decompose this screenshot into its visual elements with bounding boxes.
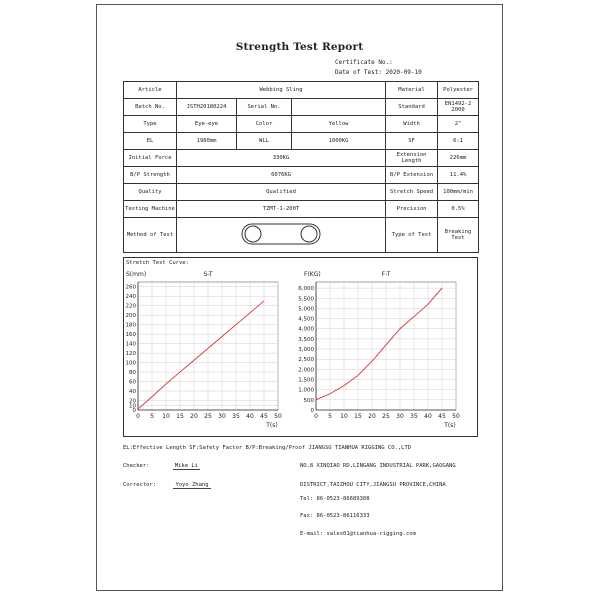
chart1-y-tick-label: 260	[125, 284, 136, 291]
quality-label: Quality	[124, 184, 177, 201]
corrector-value: Yoyo Zhang	[175, 482, 209, 488]
chart1-y-tick-label: 80	[129, 370, 136, 377]
chart2-x-tick-label: 25	[382, 413, 390, 420]
type-value: Eye-eye	[177, 116, 237, 133]
bp-extension-label: B/P Extension	[386, 167, 438, 184]
stretch-speed-value: 100mm/min	[438, 184, 479, 201]
chart2-y-tick-label: 5,500	[298, 296, 314, 303]
quality-value: Qualified	[177, 184, 386, 201]
sf-value: 6:1	[438, 133, 479, 150]
report-title: Strength Test Report	[235, 41, 364, 53]
sling-loop-diagram	[240, 221, 322, 247]
chart1-x-tick-label: 0	[136, 413, 140, 420]
chart1-x-label: T(s)	[266, 422, 278, 429]
chart1-y-tick-label: 200	[125, 313, 136, 320]
chart2-y-tick-label: 0	[310, 408, 314, 414]
chart2-x-tick-label: 45	[438, 413, 446, 420]
chart1-x-tick-label: 35	[232, 413, 240, 420]
chart1-x-tick-label: 40	[246, 413, 254, 420]
address-line-2: DISTRICT,TAIZHOU CITY,JIANGSU PROVINCE,CHINA	[300, 482, 446, 488]
method-diagram	[177, 218, 386, 253]
el-label: EL	[124, 133, 177, 150]
chart1-y-tick-label: 40	[129, 389, 136, 396]
wll-label: WLL	[237, 133, 292, 150]
bp-strength-label: B/P Strength	[124, 167, 177, 184]
chart1-y-tick-label: 160	[125, 332, 136, 339]
chart2-y-tick-label: 500	[303, 397, 314, 404]
initial-force-value: 330KG	[177, 150, 386, 167]
article-label: Article	[124, 82, 177, 99]
chart1-x-tick-label: 5	[150, 413, 154, 420]
date-value: 2020-09-10	[385, 69, 422, 76]
chart1-x-tick-label: 30	[218, 413, 226, 420]
chart2-x-tick-label: 0	[314, 413, 318, 420]
width-value: 2"	[438, 116, 479, 133]
testing-machine-label: Testing Machine	[124, 201, 177, 218]
chart2-y-tick-label: 1,500	[298, 377, 314, 384]
chart1-x-tick-label: 25	[204, 413, 212, 420]
testing-machine-value: TZMT-1-200T	[177, 201, 386, 218]
chart2-x-tick-label: 40	[424, 413, 432, 420]
chart2-x-tick-label: 35	[410, 413, 418, 420]
type-of-test-value: Breaking Test	[438, 218, 479, 253]
chart2-y-tick-label: 2,000	[298, 367, 314, 374]
chart2-x-tick-label: 30	[396, 413, 404, 420]
width-label: Width	[386, 116, 438, 133]
precision-label: Precision	[386, 201, 438, 218]
address-line-1: NO.8 XINQIAO RD,LINGANG INDUSTRIAL PARK,GAOGANG	[300, 463, 456, 469]
report-page	[96, 4, 503, 591]
corrector-label: Corrector:	[123, 482, 157, 488]
chart1-y-tick-label: 0	[132, 408, 136, 414]
chart1-y-tick-label: 240	[125, 294, 136, 301]
curve-heading: Stretch Test Curve:	[126, 260, 189, 266]
fax: Fax: 86-0523-86116333	[300, 513, 370, 519]
chart2-x-label: T(s)	[444, 422, 456, 429]
serial-value	[292, 99, 386, 116]
checker-label: Checker:	[123, 463, 150, 469]
chart2-y-tick-label: 2,500	[298, 357, 314, 364]
type-of-test-label: Type of Test	[386, 218, 438, 253]
el-value: 1980mm	[177, 133, 237, 150]
chart2-x-tick-label: 50	[452, 413, 460, 420]
chart2-y-tick-label: 1,000	[298, 387, 314, 394]
chart1-y-tick-label: 100	[125, 360, 136, 367]
chart2-x-tick-label: 5	[328, 413, 332, 420]
chart2-x-tick-label: 20	[368, 413, 376, 420]
bp-strength-value: 6076KG	[177, 167, 386, 184]
batch-label: Batch No.	[124, 99, 177, 116]
bp-extension-value: 11.4%	[438, 167, 479, 184]
extension-length-value: 226mm	[438, 150, 479, 167]
chart1-y-tick-label: 10	[129, 403, 136, 410]
wll-value: 1000KG	[292, 133, 386, 150]
serial-label: Serial No.	[237, 99, 292, 116]
standard-label: Standard	[386, 99, 438, 116]
chart1-x-tick-label: 45	[260, 413, 268, 420]
chart1-x-tick-label: 20	[190, 413, 198, 420]
chart2-x-tick-label: 15	[354, 413, 362, 420]
chart1-x-tick-label: 15	[176, 413, 184, 420]
extension-length-label: Extension Length	[386, 150, 438, 167]
chart2-x-tick-label: 10	[340, 413, 348, 420]
chart1-x-tick-label: 10	[162, 413, 170, 420]
spec-table	[123, 81, 479, 253]
checker-row	[123, 463, 200, 470]
corrector-row	[123, 482, 211, 489]
standard-value: EN1492-2 2000	[438, 99, 479, 116]
chart2-y-tick-label: 3,500	[298, 336, 314, 343]
test-date	[335, 69, 422, 76]
chart2-y-tick-label: 4,500	[298, 316, 314, 323]
chart2-y-tick-label: 5,000	[298, 306, 314, 313]
material-label: Material	[386, 82, 438, 99]
color-label: Color	[237, 116, 292, 133]
material-value: Polyester	[438, 82, 479, 99]
certificate-label: Certificate No.:	[335, 59, 393, 66]
method-label: Method of Test	[124, 218, 177, 253]
date-label: Date of Test:	[335, 69, 382, 76]
email: E-mail: sales01@tianhua-rigging.com	[300, 531, 416, 537]
chart1-y-tick-label: 220	[125, 303, 136, 310]
chart1-x-tick-label: 50	[274, 413, 282, 420]
stretch-speed-label: Stretch Speed	[386, 184, 438, 201]
legend-note: EL:Effective Length SF:Safety Factor B/P:Breaking/Proof	[123, 445, 306, 451]
chart1-y-label: S(mm)	[126, 271, 147, 278]
chart1-y-tick-label: 140	[125, 341, 136, 348]
article-value: Webbing Sling	[177, 82, 386, 99]
tel: Tel: 86-0523-86689308	[300, 496, 370, 502]
chart1-y-tick-label: 180	[125, 322, 136, 329]
precision-value: 0.5%	[438, 201, 479, 218]
company-name: JIANGSU TIANHUA RIGGING CO.,LTD	[308, 445, 412, 451]
chart1-y-tick-label: 60	[129, 379, 136, 386]
chart1-y-tick-label: 20	[129, 398, 136, 405]
checker-value: Mike Li	[174, 463, 198, 469]
color-value: Yellow	[292, 116, 386, 133]
type-label: Type	[124, 116, 177, 133]
stretch-charts	[124, 262, 477, 438]
stretch-curve-panel	[123, 257, 478, 437]
chart2-y-tick-label: 6,000	[298, 286, 314, 293]
chart2-y-label: F(KG)	[304, 271, 321, 278]
sf-label: SF	[386, 133, 438, 150]
chart2-y-tick-label: 3,000	[298, 347, 314, 354]
legend-line	[123, 445, 411, 451]
chart1-title: S-T	[203, 271, 213, 278]
chart2-title: F-T	[381, 271, 391, 278]
batch-value: JSTH20180224	[177, 99, 237, 116]
chart2-y-tick-label: 4,000	[298, 326, 314, 333]
chart1-y-tick-label: 120	[125, 351, 136, 358]
initial-force-label: Initial Force	[124, 150, 177, 167]
